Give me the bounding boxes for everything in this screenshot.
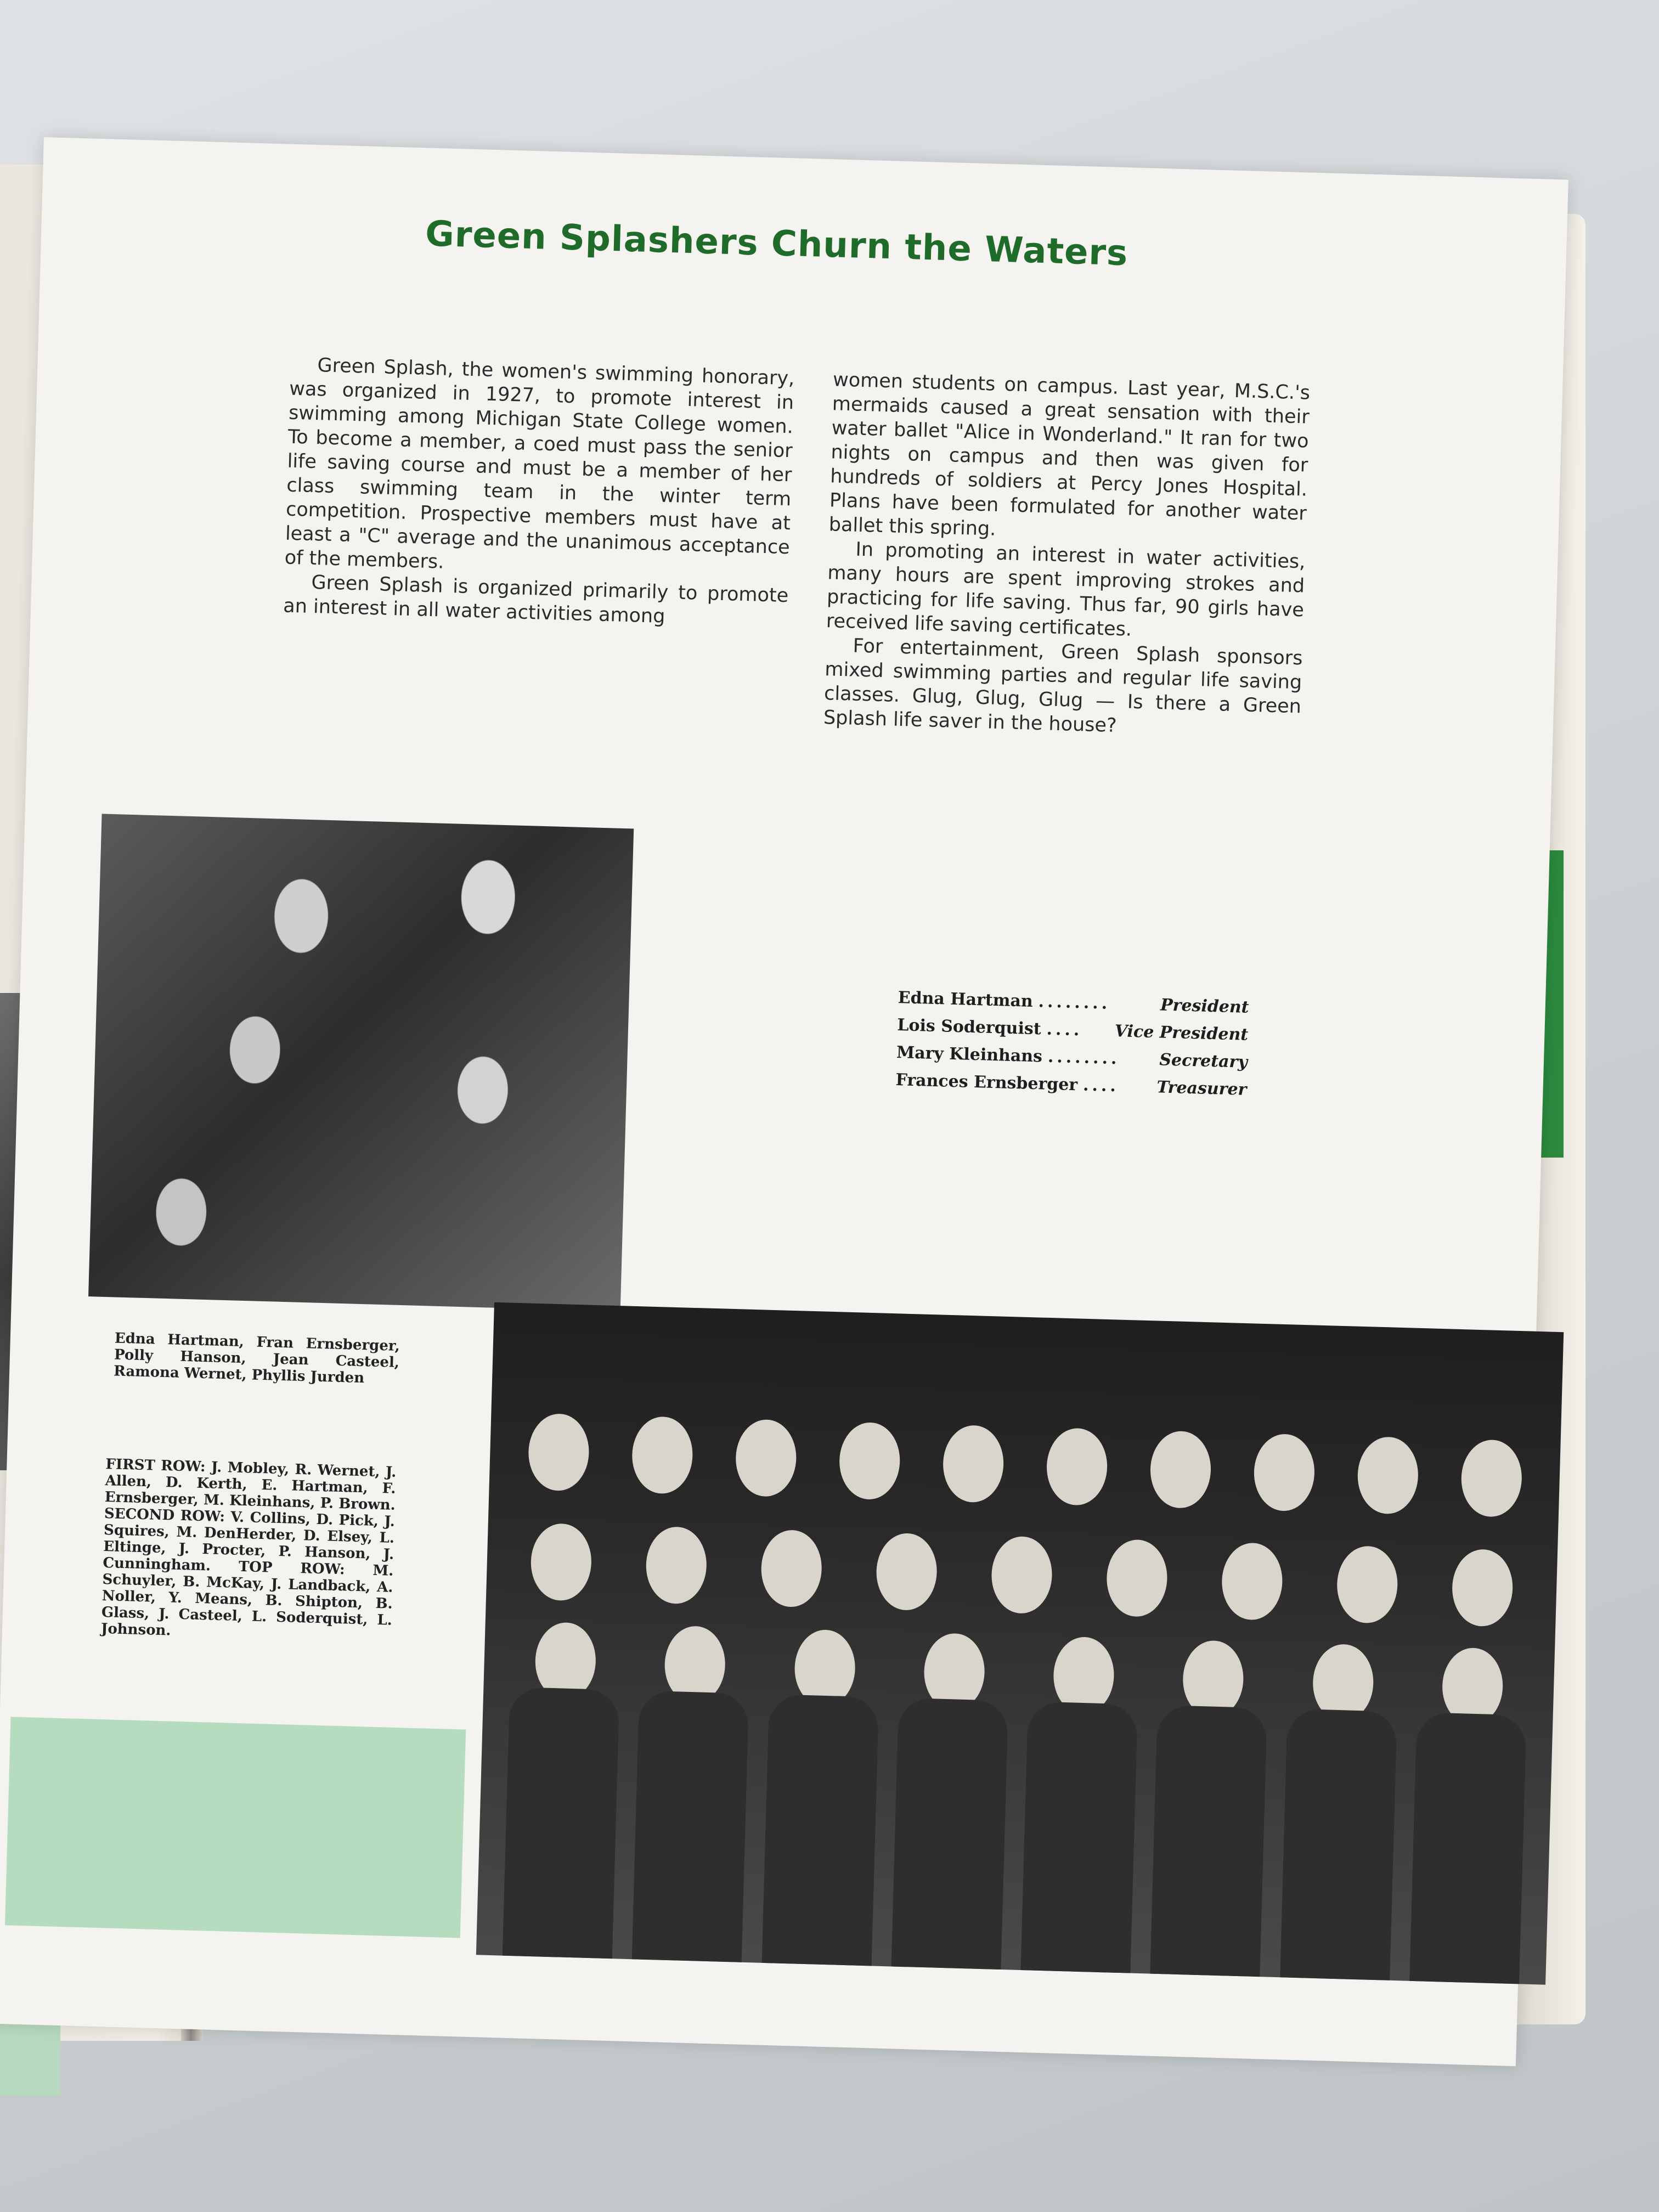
pool-photo-caption: Edna Hartman, Fran Ernsberger, Polly Hanson, Jean Casteel, Ramona Wernet, Phyllis Jurden [113,1330,400,1387]
officer-role: Vice President [1114,1022,1249,1045]
officer-leader-dots: ........ [1038,992,1111,1013]
page-title: Green Splashers Churn the Waters [425,213,1129,274]
officer-leader-dots: ........ [1047,1047,1120,1069]
article-right-column [823,368,1310,743]
officer-name: Frances Ernsberger [895,1070,1078,1095]
officer-name: Edna Hartman [898,988,1034,1011]
group-photo-second-row [503,1522,1541,1628]
officer-role: Secretary [1159,1050,1248,1072]
group-photo-top-row [506,1413,1544,1519]
officer-leader-dots: .... [1046,1019,1083,1040]
paragraph: In promoting an interest in water activities, many hours are spent improving strokes and practicing for life saving. Thus far, 90 girls have received life saving certificates. [826,538,1306,641]
green-accent-band [5,1717,466,1938]
paragraph: Green Splash is organized primarily to promote an interest in all water activities among [283,571,789,628]
officers-list [895,984,1249,1104]
officer-role: President [1160,995,1250,1017]
paragraph: Green Splash, the women's swimming honorary, was organized in 1927, to promote interest in swimming among Michigan State College women. To become a member, a coed must pass the senior life saving course and must be a member of her class swimming team in the winter term competition. Prospective members must have at least a "C" average and the unanimous acceptance of the members. [284,354,795,573]
group-photo-first-row-bodies [492,1686,1537,1984]
officer-leader-dots: .... [1082,1075,1120,1096]
officer-name: Mary Kleinhans [896,1043,1043,1066]
paragraph: For entertainment, Green Splash sponsors mixed swimming parties and regular life saving classes. Glug, Glug, Glug — Is there a Green Splash life saver in the house? [823,635,1303,737]
article-left-column [283,353,795,632]
yearbook-page [0,137,1568,2066]
pool-photo [88,814,634,1311]
officer-role: Treasurer [1156,1077,1247,1099]
paragraph: women students on campus. Last year, M.S.C.'s mermaids caused a great sensation with their water ballet "Alice in Wonderland." It ran for two nights on campus and then was given for hundreds of soldiers at Percy Jones Hospital. Plans have been formulated for another water ballet this spring. [828,369,1311,540]
group-photo [476,1302,1564,1985]
group-photo-caption: FIRST ROW: J. Mobley, R. Wernet, J. Allen, D. Kerth, E. Hartman, F. Ernsberger, M. Kleinhans, P. Brown. SECOND ROW: V. Collins, D. Pick, J. Squires, M. DenHerder, D. Elsey, L. Eltinge, J. Procter, P. Hanson, J. Cunningham. TOP ROW: M. Schuyler, B. McKay, J. Landback, A. Noller, Y. Means, B. Shipton, B. Glass, J. Casteel, L. Soderquist, L. Johnson. [100,1456,397,1639]
officer-name: Lois Soderquist [896,1015,1042,1039]
